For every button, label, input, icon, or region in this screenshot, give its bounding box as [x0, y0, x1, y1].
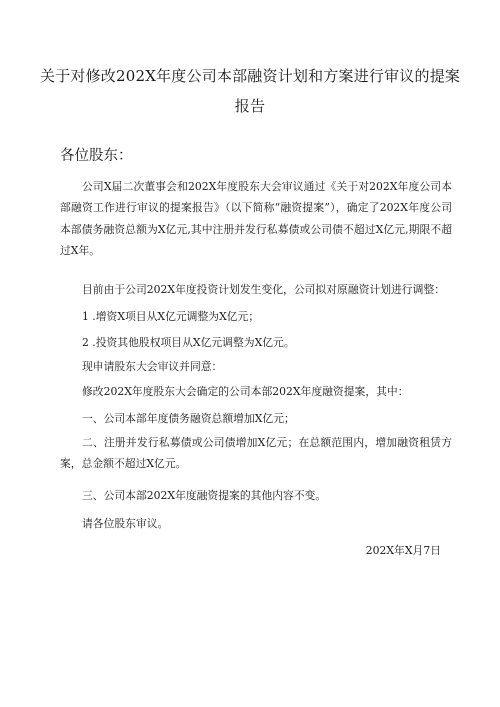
closing-line: 请各位股东审议。: [82, 517, 169, 530]
revision-item-2: 二、注册并发行私募债或公司债增加X亿元；在总额范围内，增加融资租赁方案，总金额不超过X亿元。: [60, 436, 452, 471]
greeting: 各位股东：: [60, 148, 133, 164]
document-title-line-1: 关于对修改202X年度公司本部融资计划和方案进行审议的提案: [40, 67, 461, 85]
revision-intro: 修改202X年度股东大会确定的公司本部202X年度融资提案，其中：: [82, 385, 409, 398]
adjustment-item-1: 1 .增资X项目从X亿元调整为X亿元；: [82, 310, 260, 323]
revision-item-3: 三、公司本部202X年度融资提案的其他内容不变。: [82, 489, 327, 502]
revision-item-1: 一、公司本部年度债务融资总额增加X亿元；: [82, 412, 295, 425]
intro-paragraph: 公司X届二次董事会和202X年度股东大会审议通过《关于对202X年度公司本部融资工作进行审议的提案报告》（以下简称“融资提案”），确定了202X年度公司本部债务融资总额为X亿元,其中注册并发行私募债或公司债不超过X亿元,期限不超过X年。: [60, 180, 452, 257]
purpose-line: 目前由于公司202X年度投资计划发生变化，公司拟对原融资计划进行调整：: [82, 283, 445, 296]
document-title-line-2: 报告: [234, 97, 266, 115]
request-line: 现申请股东大会审议并同意：: [82, 360, 223, 373]
document-date: 202X年X月7日: [365, 544, 441, 557]
adjustment-item-2: 2 .投资其他股权项目从X亿元调整为X亿元。: [82, 336, 295, 349]
